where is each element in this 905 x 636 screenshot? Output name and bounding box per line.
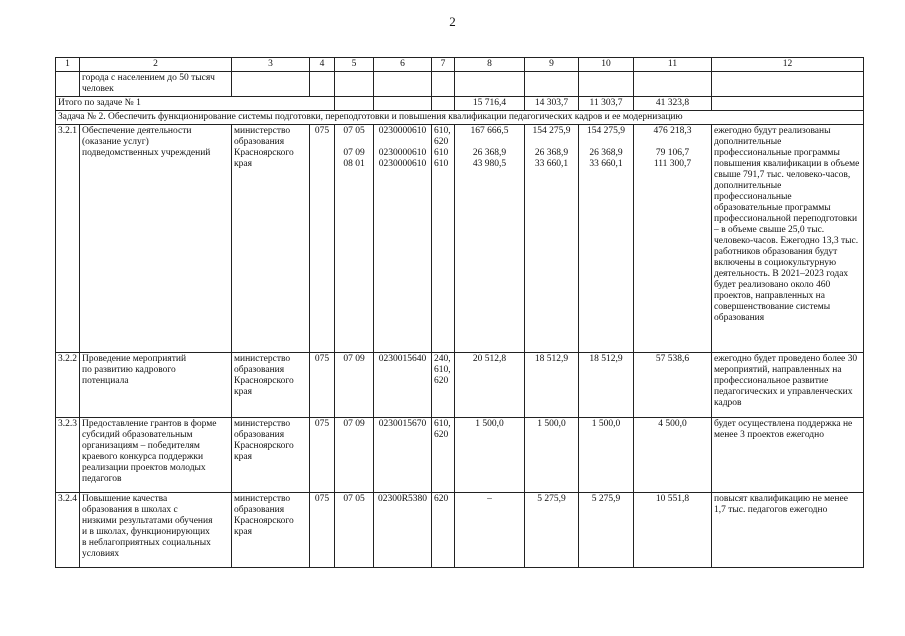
value-cell: 5 275,9 [579,493,634,568]
value-cell: 154 275,9 [587,126,625,136]
csr-code: 0230000610 [378,159,427,169]
column-number-row [56,58,864,72]
values-col8 [455,125,525,353]
expected-result: ежегодно будет проведено более 30 мероприятий, направленных на профессиональное развитие педагогических и управленческих кадров [712,353,864,418]
expected-result: будет осуществлена поддержка не менее 3 проектов ежегодно [712,418,864,493]
rzpr-code: 07 05 [343,126,365,136]
value-cell: 18 512,9 [525,353,579,418]
rzpr-code: 07 09 [335,418,374,493]
csr-code: 0230015640 [374,353,432,418]
total-value-col10: 11 303,7 [579,97,634,111]
program-activities-table [55,57,864,568]
table-row [56,418,864,493]
activity-name: Повышение качества образования в школах с низкими результатами обучения и в школах, функционирующих в неблагоприятных социальных условиях [80,493,232,568]
value-cell: 79 106,7 [655,148,690,158]
values-col10 [579,125,634,353]
expected-result: повысят квалификацию не менее 1,7 тыс. педагогов ежегодно [712,493,864,568]
column-header: 9 [525,58,579,72]
row-number: 3.2.1 [56,125,80,353]
total-label: Итого по задаче № 1 [56,97,335,111]
task1-total-row [56,97,864,111]
activity-name: Предоставление грантов в форме субсидий образовательным организациям – победителям краевого конкурса поддержки реализации проектов молодых педагогов [80,418,232,493]
value-cell: – [455,493,525,568]
rzpr-code: 07 05 [335,493,374,568]
executor: министерство образования Красноярского края [232,418,310,493]
value-cell: 33 660,1 [534,159,569,169]
csr-codes [374,125,432,353]
grbs-code: 075 [310,418,335,493]
value-cell: 476 218,3 [653,126,692,136]
executor: министерство образования Красноярского края [232,125,310,353]
vr-code: 610 [434,159,449,169]
value-cell: 26 368,9 [472,148,507,158]
column-header: 10 [579,58,634,72]
activity-name: города с населением до 50 тысяч человек [80,72,232,97]
values-col9 [525,125,579,353]
executor: министерство образования Красноярского края [232,493,310,568]
column-header: 2 [80,58,232,72]
value-cell: 154 275,9 [532,126,571,136]
value-cell: 26 368,9 [589,148,623,158]
task2-title-row [56,111,864,125]
value-cell: 20 512,8 [455,353,525,418]
rzpr-codes [335,125,374,353]
vr-code: 610, 620 [432,418,455,493]
column-header: 11 [634,58,712,72]
value-cell: 1 500,0 [455,418,525,493]
activity-name: Проведение мероприятий по развитию кадрового потенциала [80,353,232,418]
rzpr-code: 07 09 [343,148,365,158]
grbs-code: 075 [310,493,335,568]
vr-code: 610 [434,148,449,158]
table-row [56,353,864,418]
value-cell: 1 500,0 [579,418,634,493]
column-header: 7 [432,58,455,72]
table-row [56,125,864,353]
executor: министерство образования Красноярского края [232,353,310,418]
column-header: 8 [455,58,525,72]
csr-code: 0230000610 [378,126,427,136]
total-value-col9: 14 303,7 [525,97,579,111]
row-number: 3.2.3 [56,418,80,493]
column-header: 4 [310,58,335,72]
page-number: 2 [449,14,456,29]
value-cell: 10 551,8 [634,493,712,568]
row-number: 3.2.2 [56,353,80,418]
value-cell: 5 275,9 [525,493,579,568]
grbs-code: 075 [310,353,335,418]
value-cell: 57 538,6 [634,353,712,418]
table-row [56,493,864,568]
rzpr-code: 08 01 [343,159,365,169]
value-cell: 1 500,0 [525,418,579,493]
total-value-col8: 15 716,4 [455,97,525,111]
rzpr-code: 07 09 [335,353,374,418]
csr-code: 0230015670 [374,418,432,493]
vr-codes [432,125,455,353]
activity-name: Обеспечение деятельности (оказание услуг) подведомственных учреждений [80,125,232,353]
value-cell: 33 660,1 [589,159,623,169]
vr-code: 240, 610, 620 [432,353,455,418]
column-header: 5 [335,58,374,72]
value-cell: 26 368,9 [534,148,569,158]
continuation-row [56,72,864,97]
column-header: 6 [374,58,432,72]
value-cell: 111 300,7 [653,159,692,169]
csr-code: 02300R5380 [374,493,432,568]
grbs-code: 075 [310,125,335,353]
column-header: 1 [56,58,80,72]
row-number: 3.2.4 [56,493,80,568]
csr-code: 0230000610 [378,148,427,158]
value-cell: 4 500,0 [634,418,712,493]
vr-code: 610, 620 [434,126,451,147]
column-header: 12 [712,58,864,72]
values-col11 [634,125,712,353]
value-cell: 18 512,9 [579,353,634,418]
vr-code: 620 [432,493,455,568]
total-value-col11: 41 323,8 [634,97,712,111]
column-header: 3 [232,58,310,72]
expected-result: ежегодно будут реализованы дополнительные профессиональные программы повышения квалификации в объеме свыше 791,7 тыс. человеко-часов, дополнительные профессиональные образовательные программы профессиональной переподготовки – в объеме свыше 25,0 тыс. человеко-часов. Ежегодно 13,3 тыс. работников образования будут включены в социокультурную деятельность. В 2021–2023 годах будет реализовано около 460 проектов, направленных на совершенствование системы образования [712,125,864,353]
value-cell: 43 980,5 [472,159,507,169]
value-cell: 167 666,5 [470,126,509,136]
task-title: Задача № 2. Обеспечить функционирование системы подготовки, переподготовки и повышения квалификации педагогических кадров и ее модернизацию [56,111,864,125]
